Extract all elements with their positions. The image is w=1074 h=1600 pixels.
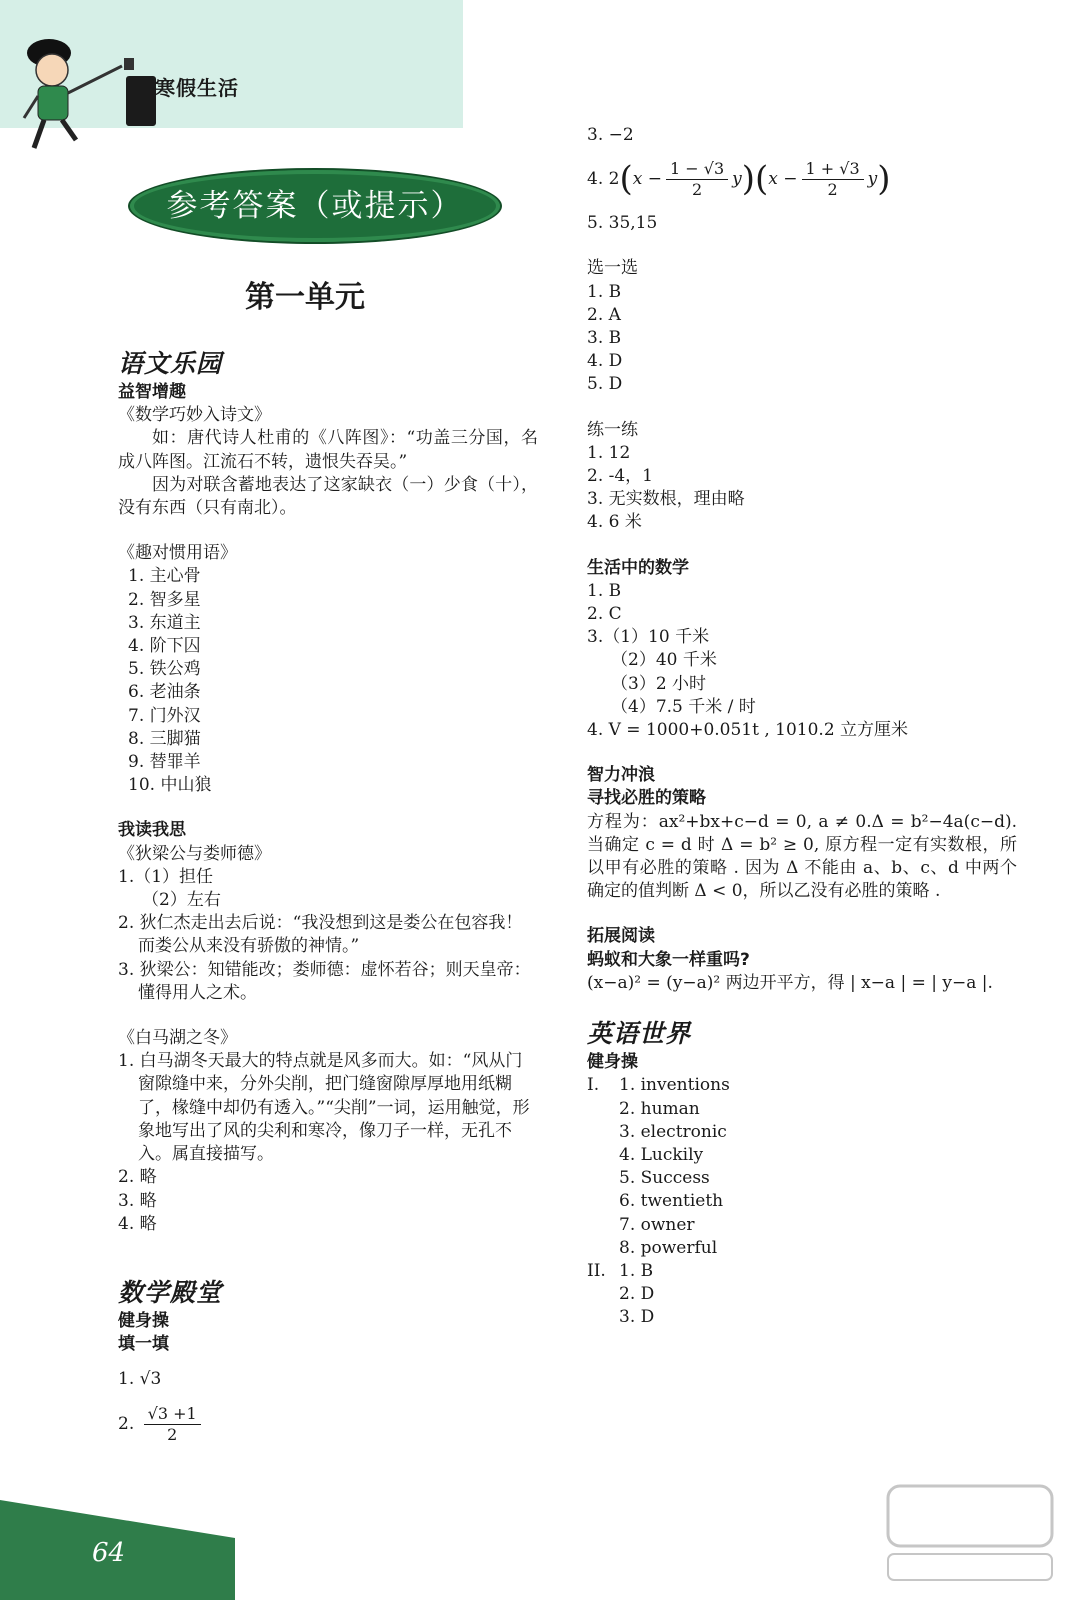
answer-label: 1. xyxy=(118,1369,135,1390)
answer-line: 3. 狄梁公：知错能改；娄师德：虚怀若谷；则天皇帝：懂得用人之术。 xyxy=(118,959,531,1003)
brain-subheading: 寻找必胜的策略 xyxy=(587,788,706,809)
right-column xyxy=(587,124,1017,1330)
fill-answer-4: 4. 2(x − $\frac{1 - √3}{2}$ y)(x − $\frac{1 + √3}{2}$ y) xyxy=(587,159,891,200)
choose-heading: 选一选 xyxy=(587,258,638,279)
paragraph: 如：唐代诗人杜甫的《八阵图》：“功盖三分国，名成八阵图。江流石不转，遗恨失吞吴。” xyxy=(118,428,538,472)
list-item: 1. B xyxy=(587,281,622,302)
answer-key-banner xyxy=(130,170,500,242)
list-item: 6. 老油条 xyxy=(128,682,201,703)
denominator: 2 xyxy=(691,180,703,200)
fill-answer-5: 5. 35,15 xyxy=(587,213,658,234)
denominator: 2 xyxy=(827,180,838,200)
list-item: 8. 三脚猫 xyxy=(128,728,201,749)
term: x − xyxy=(632,169,662,190)
list-item: 4. 6 米 xyxy=(587,512,642,533)
term: y xyxy=(732,169,742,190)
numerator: 1 + √3 xyxy=(802,159,864,180)
list-item: 2. D xyxy=(619,1284,655,1305)
article-title: 《趣对惯用语》 xyxy=(118,543,237,564)
coefficient: 2 xyxy=(608,169,620,190)
article-title: 《数学巧妙入诗文》 xyxy=(118,405,271,426)
list-item: 7. 门外汉 xyxy=(128,705,201,726)
list-item: 4. D xyxy=(587,351,623,372)
list-item: 8. powerful xyxy=(619,1237,718,1258)
answer-label: 2. xyxy=(118,1413,135,1434)
fill-answer-3: 3. −2 xyxy=(587,125,634,145)
numerator: 1 − √3 xyxy=(666,159,728,180)
life-heading: 生活中的数学 xyxy=(587,557,689,578)
list-item: 9. 替罪羊 xyxy=(128,752,201,773)
term: x − xyxy=(768,169,798,190)
list-item: 2. 智多星 xyxy=(128,589,201,610)
answer-line: 4. 略 xyxy=(118,1213,157,1234)
math-heading: 健身操 xyxy=(118,1310,169,1331)
math-section-title: 数学殿堂 xyxy=(118,1277,223,1307)
fill-heading: 填一填 xyxy=(118,1334,169,1355)
list-item: 3. electronic xyxy=(619,1121,727,1142)
list-item: （4）7.5 千米 / 时 xyxy=(611,696,756,717)
english-part-2 xyxy=(587,1260,1017,1330)
list-item: 3. 无实数根，理由略 xyxy=(587,489,745,510)
list-item: （2）40 千米 xyxy=(611,650,717,671)
list-item: 5. 铁公鸡 xyxy=(128,659,201,680)
banner-text: 参考答案（或提示） xyxy=(166,188,464,224)
list-item: 10. 中山狼 xyxy=(128,775,212,796)
answer-value: √3 xyxy=(139,1369,162,1390)
yizhi-heading: 益智增趣 xyxy=(118,382,186,402)
practice-heading: 练一练 xyxy=(587,419,638,440)
answer-line: （2）左右 xyxy=(142,890,221,911)
extension-heading: 拓展阅读 xyxy=(587,926,655,947)
fill-answer-1 xyxy=(118,1368,538,1391)
idiom-list xyxy=(118,565,538,797)
list-item: 4. V = 1000+0.051t , 1010.2 立方厘米 xyxy=(587,720,909,741)
brain-heading: 智力冲浪 xyxy=(587,765,655,786)
term: y xyxy=(867,169,878,190)
answer-line: 2. 略 xyxy=(118,1167,157,1188)
list-item: 3.（1）10 千米 xyxy=(587,627,710,648)
list-item: 4. Luckily xyxy=(619,1144,704,1165)
answer-line: 1.（1）担任 xyxy=(118,866,214,887)
answer-line: 1. 白马湖冬天最大的特点就是风多而大。如：“风从门窗隙缝中来，分外尖削，把门缝窗隙厚厚地用纸糊了，椽缝中却仍有透入。”“尖削”一词，运用触觉，形象地写出了风的尖利和寒冷，像刀子一样，无孔不入。属直接描写。 xyxy=(118,1051,530,1165)
list-item: 2. -4，1 xyxy=(587,466,653,487)
list-item: 3. 东道主 xyxy=(128,612,201,633)
list-item: 6. twentieth xyxy=(619,1191,724,1212)
paragraph: (x−a)² = (y−a)² 两边开平方，得 | x−a | = | y−a |. xyxy=(587,972,993,993)
english-section-title: 英语世界 xyxy=(587,1019,692,1049)
paragraph: 方程为：ax²+bx+c−d = 0, a ≠ 0.Δ = b²−4a(c−d). 当确定 c = d 时 Δ = b² ≥ 0, 原方程一定有实数根，所以甲有必胜的策略 . 因为 Δ 不能由 a、b、c、d 中两个确定的值判断 Δ < 0，所以乙没有必胜的策略 . xyxy=(587,811,1017,902)
fraction xyxy=(666,159,728,200)
fill-answer-2 xyxy=(118,1404,538,1445)
list-item: 2. C xyxy=(587,604,622,625)
list-item: 2. A xyxy=(587,304,621,325)
part-label: I. xyxy=(587,1075,600,1096)
denominator: 2 xyxy=(167,1424,178,1444)
list-item: 5. D xyxy=(587,374,623,395)
series-title: 寒假生活 xyxy=(155,76,239,100)
list-item: 5. Success xyxy=(619,1168,710,1189)
list-item: 1. 12 xyxy=(587,442,631,463)
paragraph: 因为对联含蓄地表达了这家缺衣（一）少食（十），没有东西（只有南北）。 xyxy=(118,474,538,519)
article-title: 《狄梁公与娄师德》 xyxy=(118,843,271,864)
list-item: 2. human xyxy=(619,1098,700,1119)
chinese-section-title: 语文乐园 xyxy=(118,349,223,378)
list-item: （3）2 小时 xyxy=(611,673,707,694)
list-item: 1. 主心骨 xyxy=(128,566,201,587)
answer-line: 2. 狄仁杰走出去后说：“我没想到这是娄公在包容我！而娄公从来没有骄傲的神情。” xyxy=(118,913,523,957)
mascot-illustration xyxy=(14,18,164,168)
extension-subheading: 蚂蚁和大象一样重吗? xyxy=(587,949,750,970)
left-column xyxy=(118,347,538,1445)
english-heading: 健身操 xyxy=(587,1052,638,1073)
list-item: 1. B xyxy=(587,580,622,601)
numerator: √3 +1 xyxy=(144,1404,201,1425)
english-list xyxy=(619,1074,730,1260)
list-item: 4. 阶下囚 xyxy=(128,636,201,657)
fraction xyxy=(144,1404,201,1445)
unit-title: 第一单元 xyxy=(245,280,365,315)
reading-heading: 我读我思 xyxy=(118,820,186,841)
fraction xyxy=(802,159,864,200)
part-label: II. xyxy=(587,1260,606,1281)
page-number: 64 xyxy=(92,1538,126,1568)
watermark-logo xyxy=(880,1478,1060,1588)
list-item: 3. D xyxy=(619,1307,655,1328)
answer-line: 3. 略 xyxy=(118,1190,157,1211)
list-item: 3. B xyxy=(587,328,622,349)
english-part-1 xyxy=(587,1074,1017,1260)
article-title: 《白马湖之冬》 xyxy=(118,1028,237,1049)
english-list xyxy=(619,1260,654,1330)
list-item: 1. B xyxy=(619,1260,654,1281)
answer-label: 4. xyxy=(587,169,604,190)
list-item: 1. inventions xyxy=(619,1075,730,1096)
list-item: 7. owner xyxy=(619,1214,695,1235)
